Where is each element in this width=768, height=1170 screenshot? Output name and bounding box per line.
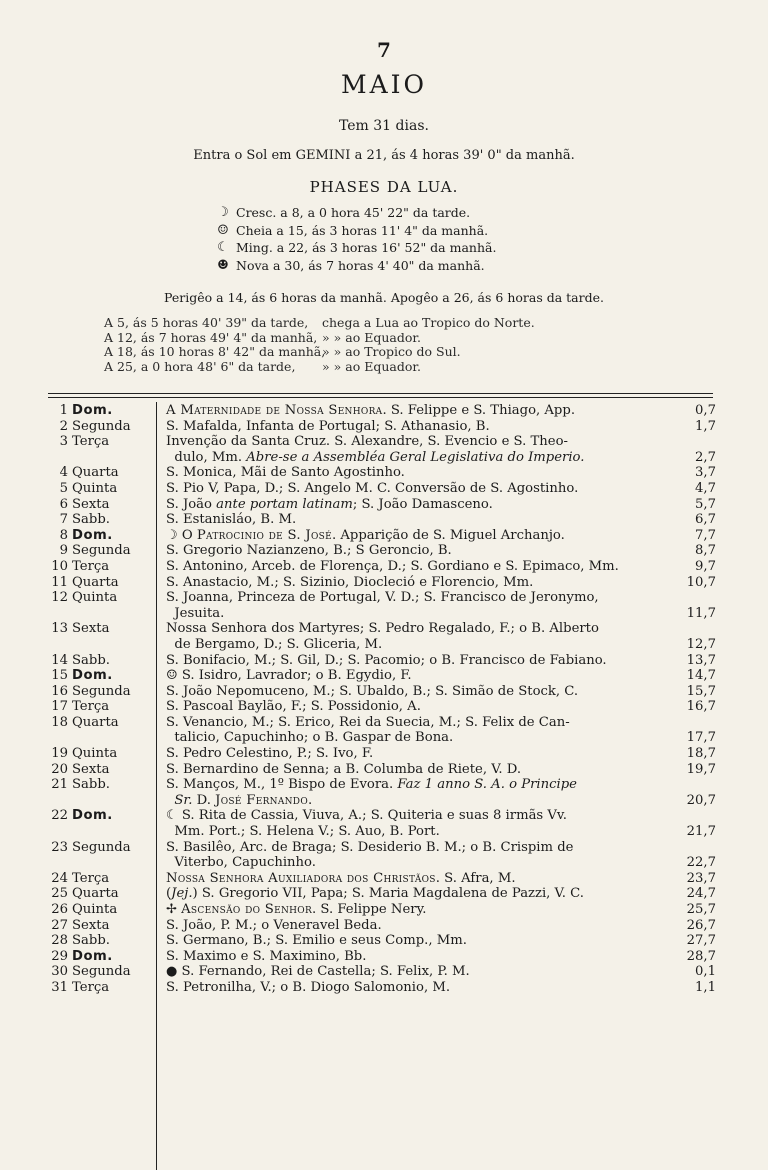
saints-text: ☾ S. Rita de Cassia, Viuva, A.; S. Quiteria e suas 8 irmãs Vv. Mm. Port.; S. Helena V.; S. Auo, B. Port.: [166, 808, 567, 840]
weekday: Dom.: [72, 668, 113, 684]
month-title: MAIO: [340, 70, 428, 99]
moon-phase-icon: ☻: [217, 257, 229, 273]
moon-phase-icon: ☾: [166, 808, 178, 824]
weekday: Sexta: [72, 917, 110, 933]
day-number: 2: [59, 418, 68, 434]
tropic-time: A 12, ás 7 horas 49' 4" da manhã,: [104, 329, 318, 345]
calendar-row: [46, 777, 716, 808]
weekday: Quinta: [72, 590, 118, 606]
moon-age-value: 25,7: [686, 902, 716, 917]
saints-text: S. Joanna, Princeza de Portugal, V. D.; S. Francisco de Jeronymo, Jesuita.: [166, 590, 599, 621]
moon-phases-list: [216, 204, 496, 274]
moon-phase-icon: ☽: [166, 527, 178, 543]
weekday: Sexta: [72, 621, 110, 637]
divider-bottom: [48, 397, 713, 398]
moon-age-value: 15,7: [686, 683, 716, 699]
phases-title: PHASES DA LUA.: [309, 178, 459, 196]
day-number: 21: [51, 777, 68, 793]
calendar-row: [46, 980, 716, 996]
weekday: Quinta: [72, 746, 118, 762]
moon-age-value: 1,1: [695, 979, 716, 995]
calendar-row: [46, 746, 716, 762]
weekday: Sabb.: [72, 777, 110, 793]
moon-age-value: 28,7: [686, 948, 716, 964]
weekday: Quarta: [72, 886, 119, 902]
day-number: 24: [51, 870, 68, 886]
saints-text: S. João Nepomuceno, M.; S. Ubaldo, B.; S. Simão de Stock, C.: [166, 683, 579, 699]
moon-age-value: 17,7: [686, 730, 716, 746]
saints-text: S. Maximo e S. Maximino, Bb.: [166, 948, 367, 964]
saints-text: A Maternidade de Nossa Senhora. S. Felippe e S. Thiago, App.: [166, 403, 576, 418]
moon-phase-icon: ☺: [166, 668, 178, 684]
day-number: 4: [59, 465, 68, 481]
day-number: 25: [51, 886, 68, 902]
moon-age-value: 27,7: [686, 933, 716, 949]
calendar-row: [46, 871, 716, 887]
saints-text: S. Pascoal Baylão, F.; S. Possidonio, A.: [166, 699, 421, 715]
weekday: Terça: [72, 434, 110, 450]
weekday: Segunda: [72, 418, 131, 434]
moon-age-value: 0,1: [695, 964, 716, 980]
calendar-row: [46, 653, 716, 669]
weekday: Sabb.: [72, 512, 110, 528]
moon-phase-icon: ☾: [217, 240, 229, 255]
day-number: 18: [51, 714, 68, 730]
calendar-table: [46, 403, 716, 996]
weekday: Sexta: [72, 761, 110, 777]
saints-text: S. Gregorio Nazianzeno, B.; S Geroncio, B.: [166, 543, 452, 559]
tropic-event: » » ao Equador.: [322, 358, 421, 374]
moon-age-value: 7,7: [695, 527, 716, 543]
calendar-row: [46, 684, 716, 700]
saints-text: S. Basilêo, Arc. de Braga; S. Desiderio B. M.; o B. Crispim de Viterbo, Capuchinho.: [166, 839, 574, 871]
sun-entry-line: Entra o Sol em GEMINI a 21, ás 4 horas 39' 0" da manhã.: [193, 148, 575, 163]
tropic-row: [104, 345, 562, 360]
weekday: Dom.: [72, 403, 113, 418]
weekday: Segunda: [72, 683, 131, 699]
day-number: 7: [59, 512, 68, 528]
moon-age-value: 22,7: [686, 855, 716, 871]
weekday: Terça: [72, 870, 110, 886]
tropic-time: A 18, ás 10 horas 8' 42" da manhã,: [104, 344, 326, 359]
day-number: 10: [51, 558, 68, 574]
saints-text: Nossa Senhora dos Martyres; S. Pedro Regalado, F.; o B. Alberto de Bergamo, D.; S. Gliceria, M.: [166, 621, 599, 652]
day-number: 26: [51, 902, 68, 917]
saints-text: ✢ Ascensão do Senhor. S. Felippe Nery.: [166, 902, 427, 917]
calendar-row: [46, 559, 716, 575]
tropic-event: » » ao Equador.: [322, 329, 421, 345]
day-number: 13: [51, 621, 68, 637]
calendar-row: [46, 918, 716, 934]
tropic-time: A 5, ás 5 horas 40' 39" da tarde,: [104, 315, 309, 330]
calendar-row: [46, 575, 716, 591]
calendar-row: [46, 808, 716, 839]
day-number: 5: [59, 480, 68, 496]
moon-age-value: 9,7: [695, 558, 716, 574]
moon-age-value: 2,7: [695, 449, 716, 465]
moon-age-value: 12,7: [686, 636, 716, 652]
saints-text: S. Pedro Celestino, P.; S. Ivo, F.: [166, 746, 374, 762]
day-number: 19: [51, 746, 68, 762]
moon-age-value: 23,7: [686, 870, 716, 886]
saints-text: S. João, P. M.; o Veneravel Beda.: [166, 917, 382, 933]
saints-text: S. Petronilha, V.; o B. Diogo Salomonio, M.: [166, 979, 451, 995]
day-number: 1: [59, 403, 68, 418]
weekday: Terça: [72, 979, 110, 995]
weekday: Quarta: [72, 465, 119, 481]
calendar-row: [46, 699, 716, 715]
weekday: Quarta: [72, 714, 119, 730]
saints-text: ● S. Fernando, Rei de Castella; S. Felix, P. M.: [166, 964, 470, 980]
phase-text: Cheia a 15, ás 3 horas 11' 4" da manhã.: [236, 222, 489, 238]
calendar-row: [46, 419, 716, 435]
saints-text: S. Germano, B.; S. Emilio e seus Comp., Mm.: [166, 933, 467, 949]
calendar-row: [46, 668, 716, 684]
saints-text: ☽ O Patrocinio de S. José. Apparição de S. Miguel Archanjo.: [166, 527, 565, 543]
calendar-row: [46, 543, 716, 559]
moon-age-value: 19,7: [686, 761, 716, 777]
saints-text: ☺ S. Isidro, Lavrador; o B. Egydio, F.: [166, 668, 412, 684]
moon-age-value: 10,7: [686, 574, 716, 590]
weekday: Dom.: [72, 808, 113, 824]
day-number: 22: [51, 808, 68, 824]
calendar-row: [46, 403, 716, 419]
moon-age-value: 0,7: [695, 403, 716, 418]
moon-age-value: 8,7: [695, 543, 716, 559]
moon-age-value: 11,7: [686, 605, 716, 621]
tropic-row: [104, 331, 562, 346]
moon-age-value: 20,7: [686, 792, 716, 808]
saints-text: S. Manços, M., 1º Bispo de Evora. Faz 1 anno S. A. o Principe Sr. D. José Fernando.: [166, 777, 577, 808]
moon-phase-icon: ✢: [166, 902, 177, 917]
phase-text: Ming. a 22, ás 3 horas 16' 52" da manhã.: [236, 240, 497, 255]
moon-age-value: 14,7: [686, 668, 716, 684]
weekday: Quinta: [72, 902, 118, 917]
phase-text: Cresc. a 8, a 0 hora 45' 22" da tarde.: [236, 205, 471, 220]
calendar-row: [46, 949, 716, 965]
moon-age-value: 21,7: [686, 824, 716, 840]
day-number: 14: [51, 652, 68, 668]
moon-age-value: 1,7: [695, 418, 716, 434]
saints-text: S. Pio V, Papa, D.; S. Angelo M. C. Conversão de S. Agostinho.: [166, 480, 579, 496]
saints-text: Invenção da Santa Cruz. S. Alexandre, S. Evencio e S. Theo- dulo, Mm. Abre-se a Assembléa Geral Legislativa do Imperio.: [166, 434, 585, 465]
divider-top: [48, 393, 713, 394]
moon-age-value: 13,7: [686, 652, 716, 668]
phase-text: Nova a 30, ás 7 horas 4' 40" da manhã.: [236, 257, 485, 273]
phase-row: [216, 204, 496, 222]
moon-age-value: 16,7: [686, 699, 716, 715]
saints-text: S. João ante portam latinam; S. João Damasceno.: [166, 496, 493, 512]
moon-phase-icon: ☺: [217, 222, 229, 238]
phase-row: [216, 257, 496, 275]
day-number: 8: [59, 527, 68, 543]
day-number: 20: [51, 761, 68, 777]
perigee-apogee-line: Perigêo a 14, ás 6 horas da manhã. Apogêo a 26, ás 6 horas da tarde.: [164, 290, 604, 305]
day-number: 17: [51, 699, 68, 715]
saints-text: S. Estanisláo, B. M.: [166, 512, 297, 528]
saints-text: S. Anastacio, M.; S. Sizinio, Diocleció e Florencio, Mm.: [166, 574, 534, 590]
weekday: Sabb.: [72, 652, 110, 668]
day-number: 15: [51, 668, 68, 684]
weekday: Segunda: [72, 839, 131, 855]
calendar-row: [46, 715, 716, 746]
day-number: 23: [51, 839, 68, 855]
calendar-row: [46, 590, 716, 621]
calendar-row: [46, 762, 716, 778]
weekday: Dom.: [72, 948, 113, 964]
day-number: 30: [51, 964, 68, 980]
calendar-row: [46, 434, 716, 465]
saints-text: S. Bonifacio, M.; S. Gil, D.; S. Pacomio; o B. Francisco de Fabiano.: [166, 652, 607, 668]
tropic-row: [104, 360, 562, 375]
calendar-row: [46, 886, 716, 902]
day-number: 3: [59, 434, 68, 450]
saints-text: S. Bernardino de Senna; a B. Columba de Riete, V. D.: [166, 761, 522, 777]
page-number: 7: [377, 38, 391, 62]
saints-text: S. Venancio, M.; S. Erico, Rei da Suecia, M.; S. Felix de Can- talicio, Capuchinho; o B. Gaspar de Bona.: [166, 714, 570, 746]
saints-text: (Jej.) S. Gregorio VII, Papa; S. Maria Magdalena de Pazzi, V. C.: [166, 886, 584, 902]
saints-text: S. Antonino, Arceb. de Florença, D.; S. Gordiano e S. Epimaco, Mm.: [166, 558, 619, 574]
calendar-row: [46, 902, 716, 918]
day-number: 31: [51, 979, 68, 995]
day-number: 6: [59, 496, 68, 512]
saints-text: Nossa Senhora Auxiliadora dos Christãos. S. Afra, M.: [166, 870, 516, 886]
calendar-row: [46, 481, 716, 497]
moon-age-value: 18,7: [686, 746, 716, 762]
calendar-row: [46, 497, 716, 513]
moon-phase-icon: ☽: [217, 205, 229, 220]
weekday: Segunda: [72, 543, 131, 559]
moon-age-value: 3,7: [695, 465, 716, 481]
weekday: Quinta: [72, 480, 118, 496]
calendar-row: [46, 964, 716, 980]
days-count: Tem 31 dias.: [339, 118, 429, 134]
tropic-time: A 25, a 0 hora 48' 6" da tarde,: [104, 358, 296, 374]
day-number: 29: [51, 948, 68, 964]
tropic-event: chega a Lua ao Tropico do Norte.: [322, 315, 535, 330]
day-number: 28: [51, 933, 68, 949]
phase-row: [216, 239, 496, 257]
day-number: 9: [59, 543, 68, 559]
saints-text: S. Mafalda, Infanta de Portugal; S. Athanasio, B.: [166, 418, 490, 434]
tropic-event: » » ao Tropico do Sul.: [322, 344, 461, 359]
weekday: Quarta: [72, 574, 119, 590]
calendar-row: [46, 621, 716, 652]
weekday: Terça: [72, 699, 110, 715]
tropics-list: [104, 316, 562, 374]
calendar-row: [46, 512, 716, 528]
tropic-row: [104, 316, 562, 331]
moon-age-value: 26,7: [686, 917, 716, 933]
moon-phase-icon: ●: [166, 964, 178, 980]
calendar-row: [46, 465, 716, 481]
moon-age-value: 4,7: [695, 480, 716, 496]
moon-age-value: 6,7: [695, 512, 716, 528]
moon-age-value: 5,7: [695, 496, 716, 512]
day-number: 27: [51, 917, 68, 933]
day-number: 16: [51, 683, 68, 699]
weekday: Dom.: [72, 527, 113, 543]
calendar-row: [46, 528, 716, 544]
weekday: Sexta: [72, 496, 110, 512]
day-number: 12: [51, 590, 68, 606]
phase-row: [216, 222, 496, 240]
calendar-row: [46, 840, 716, 871]
weekday: Sabb.: [72, 933, 110, 949]
moon-age-value: 24,7: [686, 886, 716, 902]
weekday: Segunda: [72, 964, 131, 980]
weekday: Terça: [72, 558, 110, 574]
saints-text: S. Monica, Mãi de Santo Agostinho.: [166, 465, 405, 481]
calendar-row: [46, 933, 716, 949]
day-number: 11: [51, 574, 68, 590]
